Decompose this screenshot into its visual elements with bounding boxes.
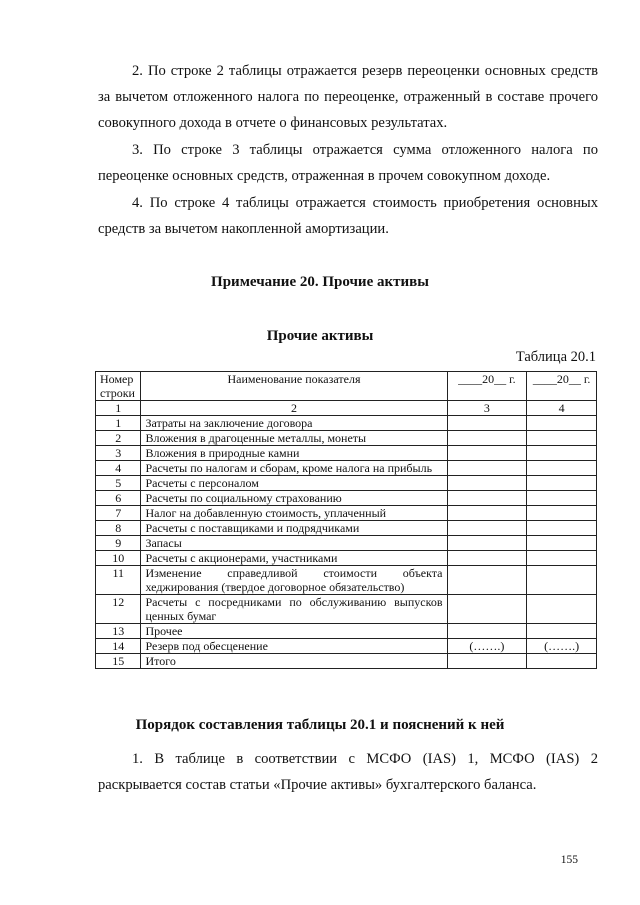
note-title: Примечание 20. Прочие активы (211, 274, 429, 290)
row-name-cell: Резерв под обесценение (141, 639, 447, 654)
row-number-cell: 13 (96, 624, 141, 639)
table-row (96, 446, 597, 461)
row-year-1-cell (447, 491, 527, 506)
row-number-cell: 4 (96, 461, 141, 476)
col-number-1: 1 (96, 401, 141, 416)
row-year-1-cell (447, 416, 527, 431)
row-year-2-cell (527, 654, 597, 669)
row-number-cell: 9 (96, 536, 141, 551)
row-number-cell: 14 (96, 639, 141, 654)
col-number-4: 4 (527, 401, 597, 416)
table-row (96, 461, 597, 476)
table-row (96, 476, 597, 491)
header-row-number: Номер строки (96, 372, 141, 401)
row-year-1-cell (447, 654, 527, 669)
row-year-1-cell (447, 624, 527, 639)
row-name-cell: Расчеты с персоналом (141, 476, 447, 491)
table-row (96, 521, 597, 536)
row-year-1-cell (447, 551, 527, 566)
row-name-cell: Затраты на заключение договора (141, 416, 447, 431)
row-year-2-cell (527, 506, 597, 521)
row-year-2-cell (527, 461, 597, 476)
row-name-cell: Расчеты с поставщиками и подрядчиками (141, 521, 447, 536)
row-number-cell: 8 (96, 521, 141, 536)
table-body (96, 416, 597, 669)
row-number-cell: 5 (96, 476, 141, 491)
row-name-cell: Расчеты по налогам и сборам, кроме налога на прибыль (141, 461, 447, 476)
row-year-1-cell (447, 521, 527, 536)
paragraph-bottom: 1. В таблице в соответствии с МСФО (IAS) 1, МСФО (IAS) 2 раскрывается состав статьи «Прочие активы» бухгалтерского баланса. (98, 751, 598, 793)
row-name-cell: Прочее (141, 624, 447, 639)
header-year-1: ____20__ г. (447, 372, 527, 401)
row-name-cell: Запасы (141, 536, 447, 551)
header-indicator-name: Наименование показателя (141, 372, 447, 401)
row-number-cell: 10 (96, 551, 141, 566)
row-number-cell: 3 (96, 446, 141, 461)
table-row (96, 506, 597, 521)
row-year-1-cell: (…….) (447, 639, 527, 654)
row-name-cell: Вложения в природные камни (141, 446, 447, 461)
table-column-numbers-row (96, 401, 597, 416)
other-assets-table (95, 371, 597, 669)
table-row (96, 416, 597, 431)
row-year-2-cell (527, 624, 597, 639)
row-name-cell: Расчеты по социальному страхованию (141, 491, 447, 506)
row-year-2-cell (527, 566, 597, 595)
row-year-1-cell (447, 506, 527, 521)
row-year-2-cell: (…….) (527, 639, 597, 654)
paragraph-2: 2. По строке 2 таблицы отражается резерв переоценки основных средств за вычетом отложенного налога по переоценке, отраженный в составе прочего совокупного дохода в отчете о финансовых результатах. (98, 63, 598, 131)
row-name-cell: Расчеты с посредниками по обслуживанию выпусков ценных бумаг (141, 595, 447, 624)
row-name-cell: Изменение справедливой стоимости объекта хеджирования (твердое договорное обязательство) (141, 566, 447, 595)
row-number-cell: 2 (96, 431, 141, 446)
table-row (96, 624, 597, 639)
table-row (96, 551, 597, 566)
table-label: Таблица 20.1 (515, 349, 596, 365)
procedure-title: Порядок составления таблицы 20.1 и пояснений к ней (135, 717, 505, 733)
table-header-row (96, 372, 597, 401)
row-year-2-cell (527, 476, 597, 491)
row-year-2-cell (527, 431, 597, 446)
page-number: 155 (560, 854, 578, 866)
row-number-cell: 15 (96, 654, 141, 669)
row-year-1-cell (447, 431, 527, 446)
row-year-1-cell (447, 461, 527, 476)
header-year-2: ____20__ г. (527, 372, 597, 401)
row-number-cell: 12 (96, 595, 141, 624)
row-name-cell: Расчеты с акционерами, участниками (141, 551, 447, 566)
row-name-cell: Итого (141, 654, 447, 669)
table-row (96, 639, 597, 654)
row-year-2-cell (527, 521, 597, 536)
row-year-2-cell (527, 491, 597, 506)
table-row (96, 654, 597, 669)
paragraph-3: 3. По строке 3 таблицы отражается сумма отложенного налога по переоценке основных средств, отраженная в прочем совокупном доходе. (98, 142, 598, 184)
row-year-2-cell (527, 595, 597, 624)
table-row (96, 431, 597, 446)
row-year-2-cell (527, 446, 597, 461)
row-year-2-cell (527, 551, 597, 566)
row-year-1-cell (447, 476, 527, 491)
row-number-cell: 7 (96, 506, 141, 521)
row-number-cell: 1 (96, 416, 141, 431)
row-year-2-cell (527, 536, 597, 551)
row-year-1-cell (447, 566, 527, 595)
table-row (96, 536, 597, 551)
row-year-1-cell (447, 595, 527, 624)
table-row (96, 566, 597, 595)
table-row (96, 595, 597, 624)
row-year-2-cell (527, 416, 597, 431)
table-title: Прочие активы (266, 328, 374, 344)
row-number-cell: 11 (96, 566, 141, 595)
row-name-cell: Вложения в драгоценные металлы, монеты (141, 431, 447, 446)
col-number-3: 3 (447, 401, 527, 416)
row-number-cell: 6 (96, 491, 141, 506)
row-year-1-cell (447, 536, 527, 551)
row-year-1-cell (447, 446, 527, 461)
paragraph-4: 4. По строке 4 таблицы отражается стоимость приобретения основных средств за вычетом накопленной амортизации. (98, 195, 598, 237)
table-row (96, 491, 597, 506)
row-name-cell: Налог на добавленную стоимость, уплаченный (141, 506, 447, 521)
col-number-2: 2 (141, 401, 447, 416)
